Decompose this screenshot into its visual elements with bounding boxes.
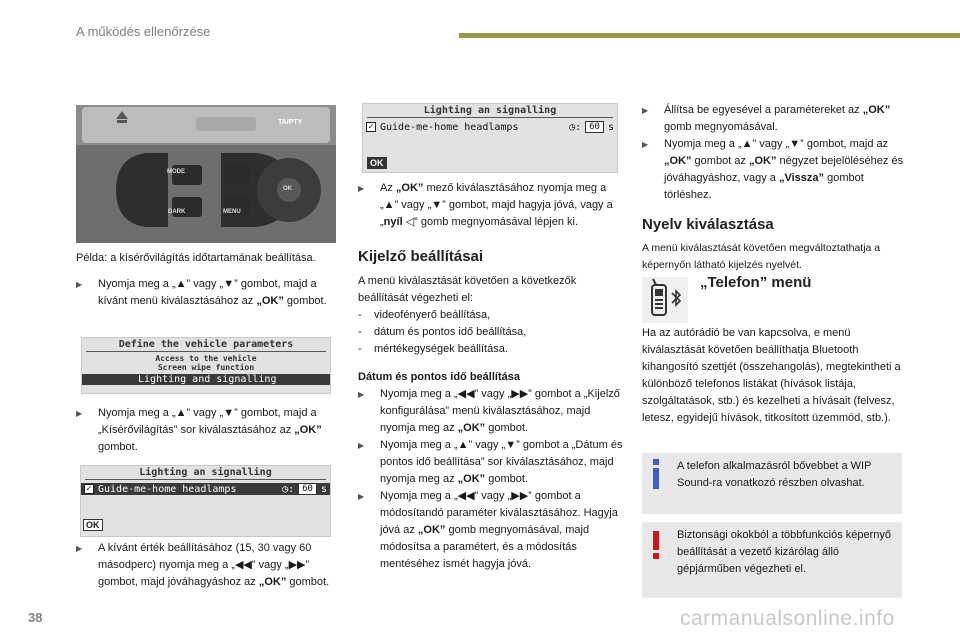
- list-item: - videofényerő beállítása,: [358, 309, 491, 321]
- ta-pty-label: TA/PTY: [278, 119, 303, 126]
- param-step-2: ▶ Nyomja meg a „▲” vagy „▼” gombot, majd az „OK” gombot az „OK” négyzet bejelöléséhez és jóváhagyáshoz, vagy a „Vissza” gombot törléshez.: [642, 138, 904, 201]
- bullet-icon: ▶: [76, 280, 83, 289]
- step-4: ▶ Az „OK” mező kiválasztásához nyomja meg a „▲” vagy „▼” gombot, majd hagyja jóvá, vagy a „nyíl ◁” gomb megnyomásával lépjen ki.: [358, 182, 613, 228]
- phone-menu-text: Ha az autórádió be van kapcsolva, e menü kiválasztását követően beállíthatja Bluetooth kihangosító szettjét (összehangolás), megtekintheti a különböző telefonos listákat (hívások listája, szolgáltatások, stb.) és kezelheti a hívásait (felvesz, letesz, egyidejű hívások, titkosított üzemmód, stb.).: [642, 327, 901, 424]
- checkbox-icon: ✓: [366, 122, 376, 132]
- menu-button-label: MENU: [223, 209, 241, 215]
- bullet-icon: ▶: [358, 441, 365, 450]
- date-time-subheading: Dátum és pontos idő beállítása: [358, 371, 520, 383]
- bullet-icon: ▶: [642, 106, 649, 115]
- date-step-3: ▶ Nyomja meg a „◀◀” vagy „▶▶” gombot a módosítandó paraméter kiválasztásához. Hagyja jóvá az „OK” gomb megnyomásával, majd módosítsa a paramétert, és a módosítás mentéséhez ismét hagyja jóvá.: [358, 490, 618, 570]
- screen-selected-row: ✓ Guide-me-home headlamps ◷: 60 s: [81, 483, 330, 495]
- info-note-text: A telefon alkalmazásról bővebbet a WIP Sound-ra vonatkozó részben olvashat.: [677, 460, 872, 489]
- info-icon: [652, 459, 660, 489]
- right-arrow-icon: ▶▶: [511, 490, 529, 502]
- bullet-icon: ▶: [76, 409, 83, 418]
- screen-title: Lighting an signalling: [139, 467, 272, 478]
- page-number: 38: [28, 610, 43, 625]
- screen-line-wipe: Screen wipe function: [157, 363, 255, 372]
- step-2: ▶ Nyomja meg a „▲” vagy „▼” gombot, majd a „Kísérővilágítás” sor kiválasztásához az „OK” gombot.: [76, 407, 322, 453]
- date-step-1: ▶ Nyomja meg a „◀◀” vagy „▶▶” gombot a „Kijelző konfigurálása” menü kiválasztásához, majd nyomja meg az „OK” gombot.: [358, 388, 620, 434]
- param-step-1: ▶ Állítsa be egyesével a paramétereket az „OK” gomb megnyomásával.: [642, 104, 891, 133]
- left-arrow-icon: ◀◀: [457, 490, 475, 502]
- warning-icon: [652, 531, 660, 559]
- step-3-block: [76, 540, 341, 591]
- right-arrow-icon: ▶▶: [288, 559, 306, 571]
- left-column: [76, 250, 341, 310]
- unit-label: s: [320, 483, 327, 495]
- down-arrow-icon: ▼: [223, 407, 235, 419]
- value-field: 60: [298, 483, 317, 495]
- bullet-icon: ▶: [76, 544, 83, 553]
- screen-selected-row: Lighting and signalling: [82, 374, 330, 385]
- down-arrow-icon: ▼: [431, 199, 443, 211]
- down-arrow-icon: ▼: [789, 138, 801, 150]
- dark-button-label: DARK: [168, 209, 186, 215]
- value-field: 60: [585, 121, 604, 133]
- language-text: A menü kiválasztását követően megváltoztathatja a képernyőn látható kijelzés nyelvét.: [642, 242, 881, 271]
- bullet-icon: ▶: [358, 184, 365, 193]
- header-accent-bar: [459, 33, 960, 38]
- warning-note-text: Biztonsági okokból a többfunkciós képernyő beállítását a vezető kizárólag álló gépjárműben végezheti el.: [677, 529, 892, 575]
- up-arrow-icon: ▲: [741, 138, 753, 150]
- screen-title: Lighting an signalling: [423, 105, 557, 116]
- bullet-icon: ▶: [358, 390, 365, 399]
- right-column-top: [642, 102, 904, 274]
- ok-box: OK: [83, 519, 103, 531]
- step-1: ▶ Nyomja meg a „▲” vagy „▼” gombot, majd a kívánt menü kiválasztásához az „OK” gombot.: [76, 278, 327, 307]
- list-item: - mértékegységek beállítása.: [358, 343, 508, 355]
- info-note: [642, 453, 902, 514]
- right-arrow-icon: ▶▶: [511, 388, 529, 400]
- watermark: carmanualsonline.info: [680, 607, 895, 630]
- example-intro: Példa: a kísérővilágítás időtartamának beállítása.: [76, 252, 316, 264]
- clock-icon: ◷:: [282, 483, 295, 495]
- display-settings-intro: A menü kiválasztását követően a következők beállítását végezheti el:: [358, 275, 577, 304]
- list-item: - dátum és pontos idő beállítása,: [358, 326, 527, 338]
- phone-text-block: [642, 325, 904, 427]
- date-step-2: ▶ Nyomja meg a „▲” vagy „▼” gombot a „Dátum és pontos idő beállítása” sor kiválasztásához, majd nyomja meg az „OK” gombot.: [358, 439, 623, 485]
- up-arrow-icon: ▲: [457, 439, 469, 451]
- left-arrow-icon: ◀◀: [234, 559, 252, 571]
- warning-note: [642, 522, 902, 598]
- checkbox-icon: ✓: [84, 484, 94, 494]
- ok-button-label: OK: [283, 186, 292, 192]
- control-panel-photo: [76, 105, 336, 243]
- mode-button-label: MODE: [167, 169, 185, 175]
- back-arrow-icon: ◁: [405, 216, 415, 228]
- step-2-block: [76, 405, 341, 456]
- step-3: ▶ A kívánt érték beállításához (15, 30 vagy 60 másodperc) nyomja meg a „◀◀” vagy „▶▶” gombot, majd jóváhagyáshoz az „OK” gombot.: [76, 542, 330, 588]
- clock-icon: ◷:: [569, 121, 582, 133]
- screen-title: Define the vehicle parameters: [118, 339, 294, 350]
- phone-menu-heading: „Telefon” menü: [700, 274, 812, 291]
- screen-lighting-left: [80, 465, 331, 537]
- phone-bluetooth-icon: [642, 277, 688, 323]
- display-settings-heading: Kijelző beállításai: [358, 248, 484, 265]
- language-heading: Nyelv kiválasztása: [642, 216, 774, 233]
- down-arrow-icon: ▼: [505, 439, 517, 451]
- down-arrow-icon: ▼: [223, 278, 235, 290]
- screen-define-parameters: [81, 337, 331, 394]
- up-arrow-icon: ▲: [175, 278, 187, 290]
- middle-column: [358, 180, 623, 573]
- screen-line-access: Access to the vehicle: [155, 354, 257, 363]
- bullet-icon: ▶: [642, 140, 649, 149]
- ok-box: OK: [367, 157, 387, 169]
- unit-label: s: [607, 121, 614, 133]
- up-arrow-icon: ▲: [175, 407, 187, 419]
- left-arrow-icon: ◀◀: [457, 388, 475, 400]
- chapter-title: A működés ellenőrzése: [76, 24, 211, 39]
- up-arrow-icon: ▲: [383, 199, 395, 211]
- screen-row: ✓ Guide-me-home headlamps ◷: 60 s: [363, 121, 617, 133]
- bullet-icon: ▶: [358, 492, 365, 501]
- screen-lighting-middle: [362, 103, 618, 173]
